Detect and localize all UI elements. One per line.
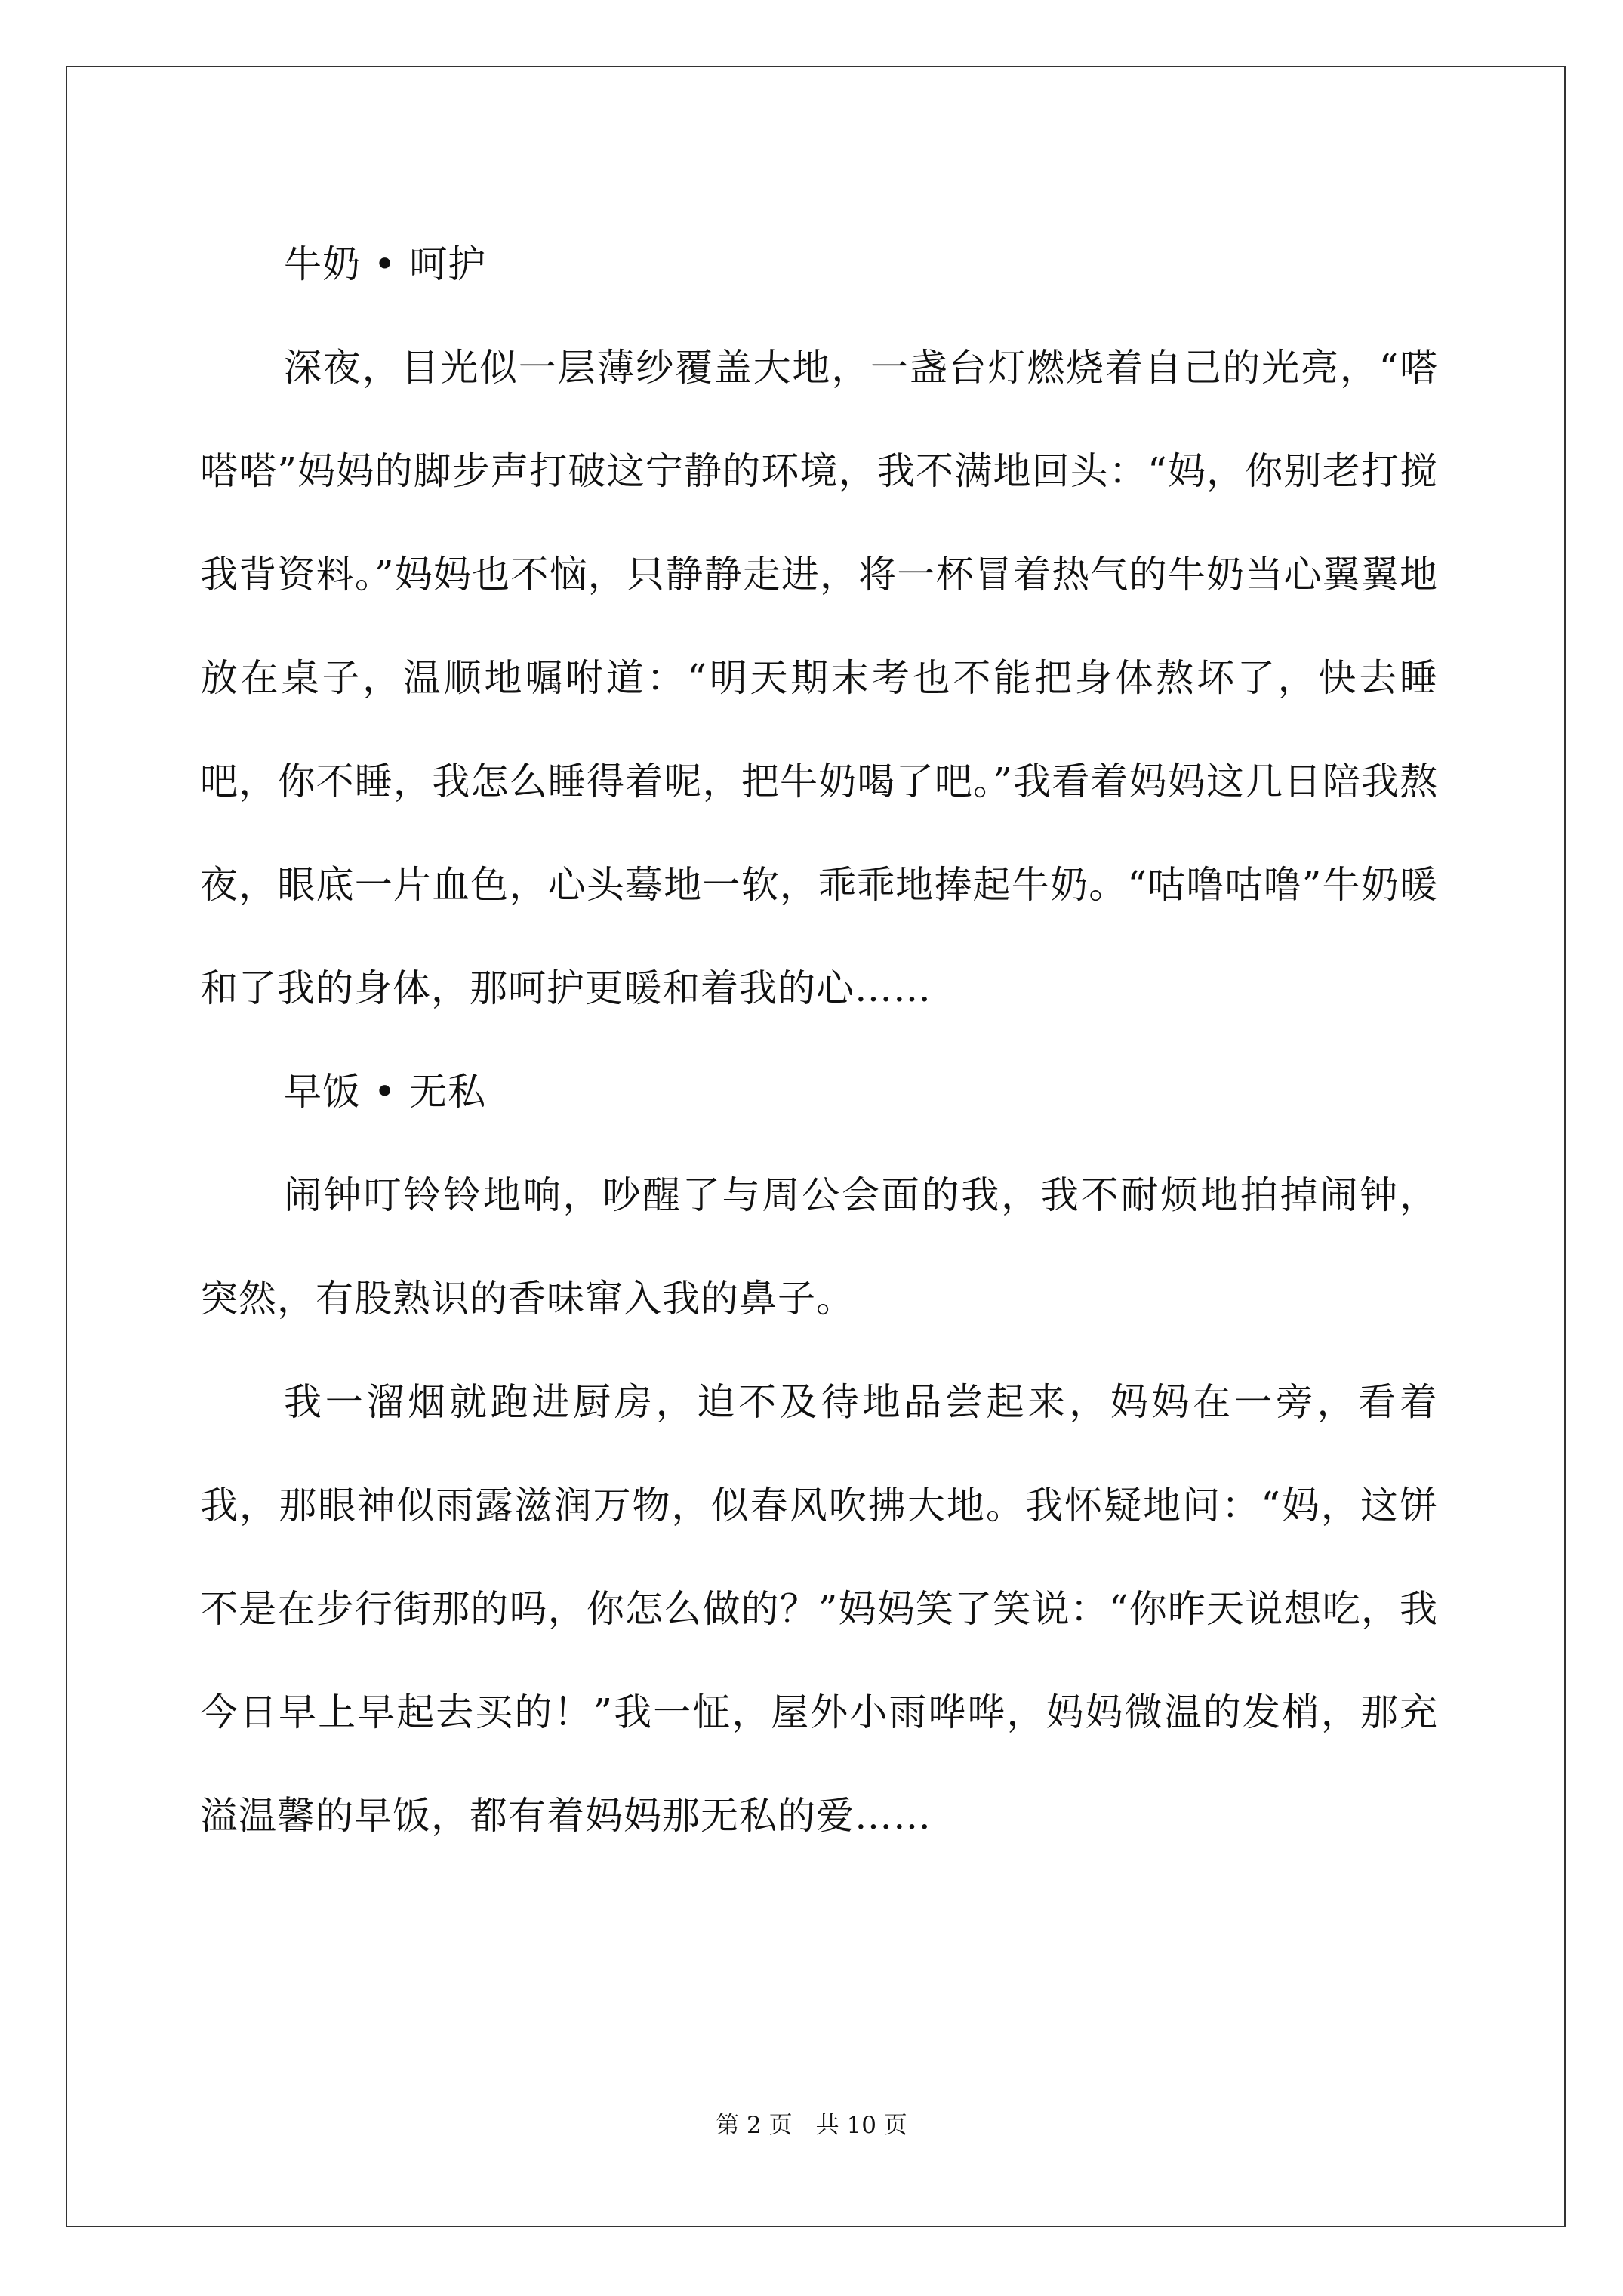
paragraph-alarm: 闹钟叮铃铃地响，吵醒了与周公会面的我，我不耐烦地拍掉闹钟，突然，有股熟识的香味窜入我的鼻子。 bbox=[200, 1173, 1438, 1321]
section-heading-milk: 牛奶 • 呵护 bbox=[284, 242, 487, 286]
page-number-footer: 第 2 页 共 10 页 bbox=[716, 2112, 907, 2139]
section-heading-breakfast: 早饭 • 无私 bbox=[284, 1070, 487, 1114]
paragraph-kitchen: 我一溜烟就跑进厨房，迫不及待地品尝起来，妈妈在一旁，看着我，那眼神似雨露滋润万物，似春风吹拂大地。我怀疑地问：“妈，这饼不是在步行街那的吗，你怎么做的？”妈妈笑了笑说：“你昨天说想吃，我今日早上早起去买的！”我一怔，屋外小雨哗哗，妈妈微温的发梢，那充溢温馨的早饭，都有着妈妈那无私的爱…… bbox=[200, 1380, 1438, 1838]
paragraph-milk: 深夜，目光似一层薄纱覆盖大地，一盏台灯燃烧着自己的光亮，“嗒嗒嗒”妈妈的脚步声打破这宁静的环境，我不满地回头：“妈，你别老打搅我背资料。”妈妈也不恼，只静静走进，将一杯冒着热气的牛奶当心翼翼地放在桌子，温顺地嘱咐道：“明天期末考也不能把身体熬坏了，快去睡吧，你不睡，我怎么睡得着呢，把牛奶喝了吧。”我看着妈妈这几日陪我熬夜，眼底一片血色，心头蓦地一软，乖乖地捧起牛奶。“咕噜咕噜”牛奶暖和了我的身体，那呵护更暖和着我的心…… bbox=[200, 346, 1438, 1010]
document-body bbox=[200, 213, 1438, 1868]
